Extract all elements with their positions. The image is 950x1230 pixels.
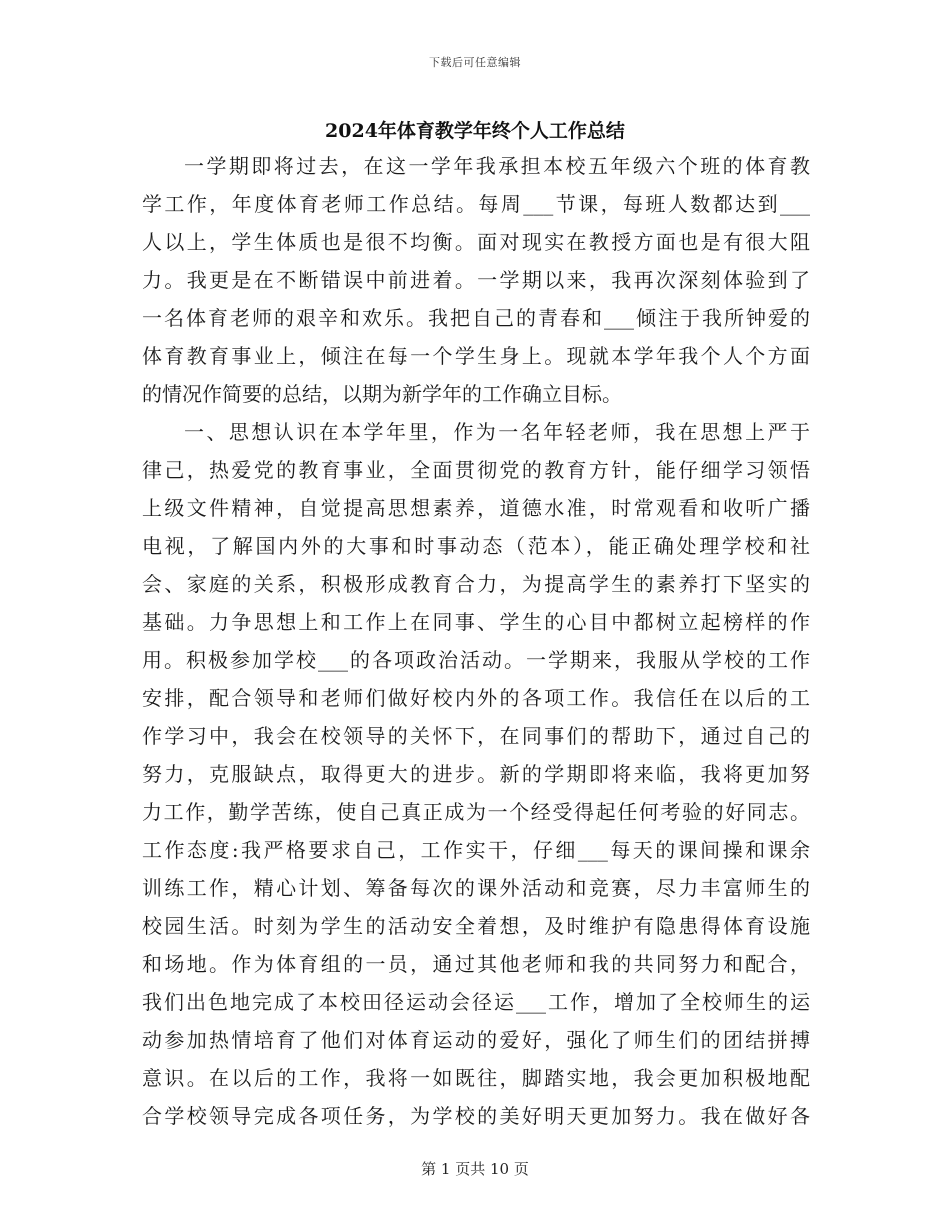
body-line: 基础。力争思想上和工作上在同事、学生的心目中都树立起榜样的作: [142, 610, 810, 634]
header-note: 下载后可任意编辑: [429, 56, 521, 69]
body-line: 校园生活。时刻为学生的活动安全着想，及时维护有隐患得体育设施: [142, 914, 810, 938]
body-line: 一、思想认识在本学年里，作为一名年轻老师，我在思想上严于: [184, 420, 810, 444]
body-line: 合学校领导完成各项任务，为学校的美好明天更加努力。我在做好各: [142, 1104, 810, 1128]
body-line: 律己，热爱党的教育事业，全面贯彻党的教育方针，能仔细学习领悟: [142, 458, 810, 482]
body-line: 会、家庭的关系，积极形成教育合力，为提高学生的素养打下坚实的: [142, 572, 810, 596]
body-line: 我们出色地完成了本校田径运动会径运___工作，增加了全校师生的运: [142, 990, 810, 1014]
body-line: 作学习中，我会在校领导的关怀下，在同事们的帮助下，通过自己的: [142, 724, 810, 748]
body-line: 一学期即将过去，在这一学年我承担本校五年级六个班的体育教: [184, 154, 810, 178]
body-line: 力工作，勤学苦练，使自己真正成为一个经受得起任何考验的好同志。: [142, 800, 810, 824]
body-line: 和场地。作为体育组的一员，通过其他老师和我的共同努力和配合，: [142, 952, 810, 976]
body-line: 安排，配合领导和老师们做好校内外的各项工作。我信任在以后的工: [142, 686, 810, 710]
body-line: 电视，了解国内外的大事和时事动态（范本），能正确处理学校和社: [142, 534, 810, 558]
body-line: 努力，克服缺点，取得更大的进步。新的学期即将来临，我将更加努: [142, 762, 810, 786]
body-line: 学工作，年度体育老师工作总结。每周___节课，每班人数都达到___: [142, 192, 810, 216]
body-line: 工作态度:我严格要求自己，工作实干，仔细___每天的课间操和课余: [142, 838, 810, 862]
body-line: 动参加热情培育了他们对体育运动的爱好，强化了师生们的团结拼搏: [142, 1028, 810, 1052]
document-body: [142, 147, 810, 1135]
body-line: 意识。在以后的工作，我将一如既往，脚踏实地，我会更加积极地配: [142, 1066, 810, 1090]
body-line: 一名体育老师的艰辛和欢乐。我把自己的青春和___倾注于我所钟爱的: [142, 306, 810, 330]
page-indicator: 第 1 页共 10 页: [421, 1160, 529, 1178]
body-line: 训练工作，精心计划、筹备每次的课外活动和竞赛，尽力丰富师生的: [142, 876, 810, 900]
body-line: 上级文件精神，自觉提高思想素养，道德水准，时常观看和收听广播: [142, 496, 810, 520]
body-line: 用。积极参加学校___的各项政治活动。一学期来，我服从学校的工作: [142, 648, 810, 672]
body-line: 人以上，学生体质也是很不均衡。面对现实在教授方面也是有很大阻: [142, 230, 810, 254]
body-line: 力。我更是在不断错误中前进着。一学期以来，我再次深刻体验到了: [142, 268, 810, 292]
body-line: 的情况作简要的总结，以期为新学年的工作确立目标。: [142, 382, 622, 406]
document-title: 2024年体育教学年终个人工作总结: [325, 120, 625, 142]
body-line: 体育教育事业上，倾注在每一个学生身上。现就本学年我个人个方面: [142, 344, 810, 368]
